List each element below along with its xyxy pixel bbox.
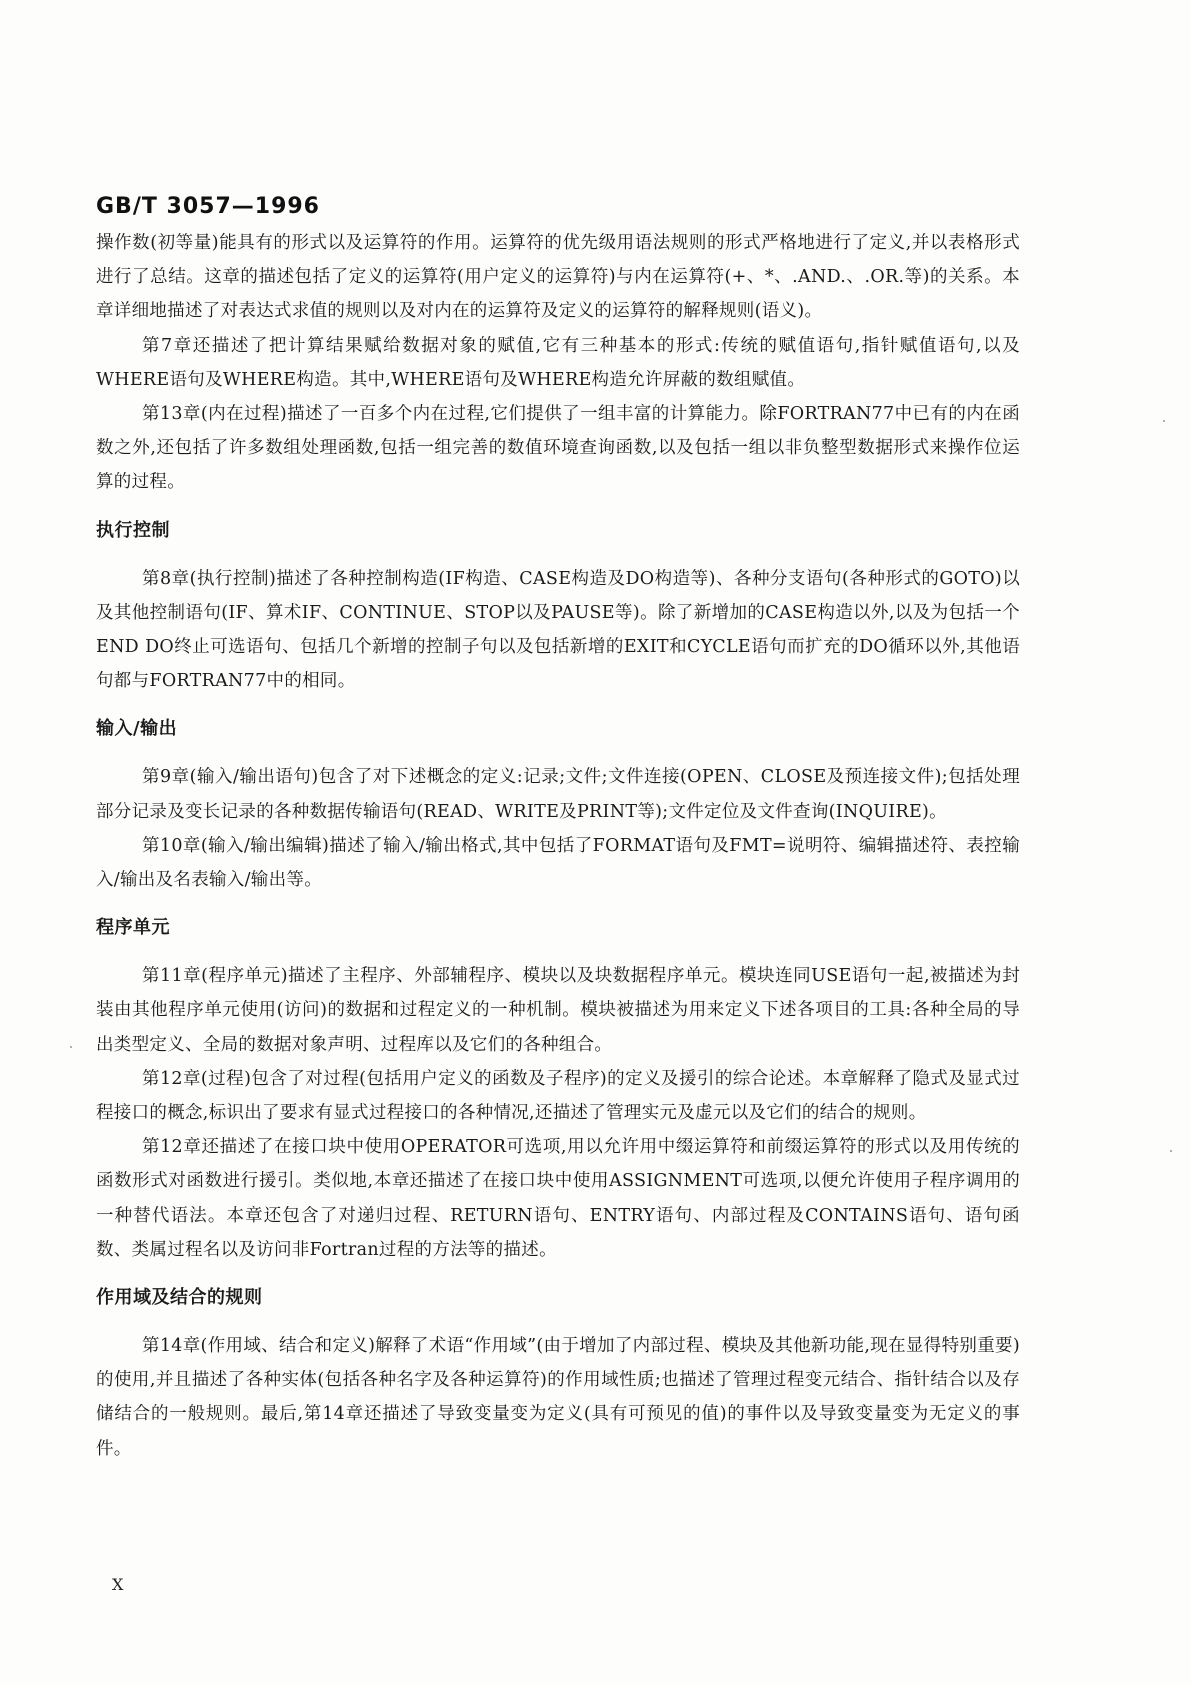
paragraph: 第8章(执行控制)描述了各种控制构造(IF构造、CASE构造及DO构造等)、各种分支语句(各种形式的GOTO)以及其他控制语句(IF、算术IF、CONTINUE、STOP以及PAUSE等)。除了新增加的CASE构造以外,以及为包括一个END DO终止可选语句、包括几个新增的控制子句以及包括新增的EXIT和CYCLE语句而扩充的DO循环以外,其他语句都与FORTRAN77中的相同。 [96, 568, 1020, 692]
document-body [96, 226, 1020, 1466]
paragraph: 第14章(作用域、结合和定义)解释了术语“作用域”(由于增加了内部过程、模块及其他新功能,现在显得特别重要)的使用,并且描述了各种实体(包括各种名字及各种运算符)的作用域性质;也描述了管理过程变元结合、指针结合以及存储结合的一般规则。最后,第14章还描述了导致变量变为定义(具有可预见的值)的事件以及导致变量变为无定义的事件。 [96, 1336, 1020, 1459]
paragraph: 第12章(过程)包含了对过程(包括用户定义的函数及子程序)的定义及援引的综合论述。本章解释了隐式及显式过程接口的概念,标识出了要求有显式过程接口的各种情况,还描述了管理实元及虚元以及它们的结合的规则。 [96, 1068, 1020, 1124]
section-heading: 作用域及结合的规则 [96, 1287, 263, 1309]
section-scope-association [96, 1281, 1020, 1466]
paragraph: 第13章(内在过程)描述了一百多个内在过程,它们提供了一组丰富的计算能力。除FORTRAN77中已有的内在函数之外,还包括了许多数组处理函数,包括一组完善的数值环境查询函数,以及包括一组以非负整型数据形式来操作位运算的过程。 [96, 404, 1020, 493]
paragraph: 操作数(初等量)能具有的形式以及运算符的作用。运算符的优先级用语法规则的形式严格地进行了定义,并以表格形式进行了总结。这章的描述包括了定义的运算符(用户定义的运算符)与内在运算符(+、*、.AND.、.OR.等)的关系。本章详细地描述了对表达式求值的规则以及对内在的运算符及定义的运算符的解释规则(语义)。 [96, 233, 1020, 322]
paragraph: 第11章(程序单元)描述了主程序、外部辅程序、模块以及块数据程序单元。模块连同USE语句一起,被描述为封装由其他程序单元使用(访问)的数据和过程定义的一种机制。模块被描述为用来定义下述各项目的工具:各种全局的导出类型定义、全局的数据对象声明、过程库以及它们的各种组合。 [96, 966, 1020, 1055]
scan-speck [1170, 1150, 1172, 1152]
section-input-output [96, 712, 1020, 897]
scan-speck [1163, 420, 1165, 422]
scan-speck [70, 1046, 72, 1048]
section-execution-control [96, 514, 1020, 699]
paragraph: 第12章还描述了在接口块中使用OPERATOR可选项,用以允许用中缀运算符和前缀运算符的形式以及用传统的函数形式对函数进行援引。类似地,本章还描述了在接口块中使用ASSIGNMENT可选项,以便允许使用子程序调用的一种替代语法。本章还包含了对递归过程、RETURN语句、ENTRY语句、内部过程及CONTAINS语句、语句函数、类属过程名以及访问非Fortran过程的方法等的描述。 [96, 1137, 1020, 1260]
section-heading: 执行控制 [96, 519, 170, 541]
standard-code-header: GB/T 3057—1996 [96, 194, 320, 219]
paragraph: 第9章(输入/输出语句)包含了对下述概念的定义:记录;文件;文件连接(OPEN、CLOSE及预连接文件);包括处理部分记录及变长记录的各种数据传输语句(READ、WRITE及PRINT等);文件定位及文件查询(INQUIRE)。 [96, 767, 1020, 822]
page-number: X [112, 1575, 124, 1594]
paragraph: 第7章还描述了把计算结果赋给数据对象的赋值,它有三种基本的形式:传统的赋值语句,指针赋值语句,以及WHERE语句及WHERE构造。其中,WHERE语句及WHERE构造允许屏蔽的数组赋值。 [96, 335, 1020, 390]
paragraph: 第10章(输入/输出编辑)描述了输入/输出格式,其中包括了FORMAT语句及FMT=说明符、编辑描述符、表控输入/输出及名表输入/输出等。 [96, 835, 1020, 891]
section-program-units [96, 911, 1020, 1267]
section-heading: 输入/输出 [96, 718, 178, 740]
section-continuation [96, 226, 1020, 500]
section-heading: 程序单元 [96, 917, 170, 939]
